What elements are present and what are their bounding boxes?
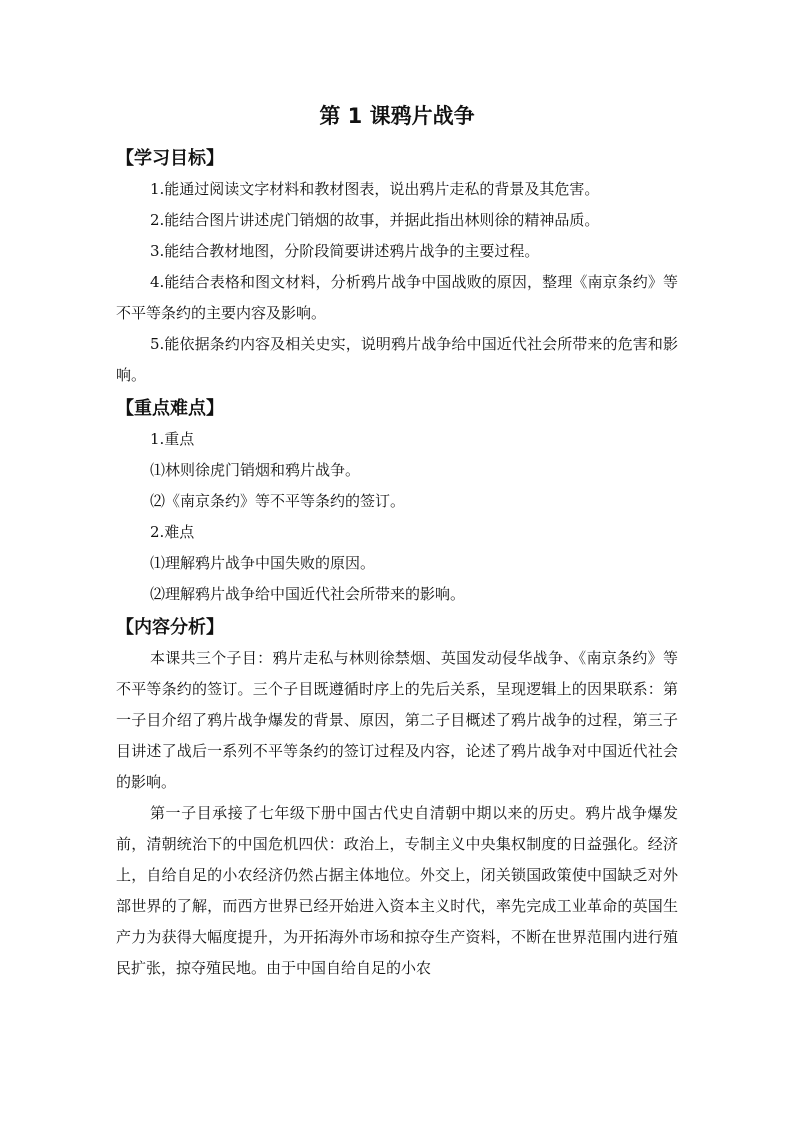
analysis-paragraph: 第一子目承接了七年级下册中国古代史自清朝中期以来的历史。鸦片战争爆发前，清朝统治下的中国危机四伏：政治上，专制主义中央集权制度的日益强化。经济上，自给自足的小农经济仍然占据主体地位。外交上，闭关锁国政策使中国缺乏对外部世界的了解，而西方世界已经开始进入资本主义时代，率先完成工业革命的英国生产力为获得大幅度提升，为开拓海外市场和掠夺生产资料，不断在世界范围内进行殖民扩张，掠夺殖民地。由于中国自给自足的小农 xyxy=(116,804,678,977)
page-title: 第 1 课鸦片战争 xyxy=(319,104,475,128)
objective-1: 1.能通过阅读文字材料和教材图表，说出鸦片走私的背景及其危害。 xyxy=(150,180,600,198)
section-content-analysis xyxy=(116,612,678,984)
objective-3: 3.能结合教材地图，分阶段简要讲述鸦片战争的主要过程。 xyxy=(150,242,540,260)
key-point-item: 1.重点 xyxy=(150,430,195,448)
key-point-item: ⑴林则徐虎门销烟和鸦片战争。 xyxy=(150,461,361,479)
key-point-item: ⑵理解鸦片战争给中国近代社会所带来的影响。 xyxy=(150,585,466,603)
analysis-paragraph: 本课共三个子目：鸦片走私与林则徐禁烟、英国发动侵华战争、《南京条约》等不平等条约的签订。三个子目既遵循时序上的先后关系，呈现逻辑上的因果联系：第一子目介绍了鸦片战争爆发的背景、原因，第二子目概述了鸦片战争的过程，第三子目讲述了战后一系列不平等条约的签订过程及内容，论述了鸦片战争对中国近代社会的影响。 xyxy=(116,649,678,791)
objective-4: 4.能结合表格和图文材料，分析鸦片战争中国战败的原因，整理《南京条约》等不平等条约的主要内容及影响。 xyxy=(116,273,678,322)
objective-2: 2.能结合图片讲述虎门销烟的故事，并据此指出林则徐的精神品质。 xyxy=(150,211,600,229)
section-heading: 【内容分析】 xyxy=(116,617,224,638)
key-point-item: 2.难点 xyxy=(150,523,195,541)
section-heading: 【重点难点】 xyxy=(116,398,224,419)
key-point-item: ⑵《南京条约》等不平等条约的签订。 xyxy=(150,492,406,510)
section-learning-objectives xyxy=(116,143,678,391)
section-heading: 【学习目标】 xyxy=(116,148,224,169)
section-key-points xyxy=(116,393,678,610)
document-body xyxy=(116,143,678,984)
key-point-item: ⑴理解鸦片战争中国失败的原因。 xyxy=(150,554,376,572)
objective-5: 5.能依据条约内容及相关史实，说明鸦片战争给中国近代社会所带来的危害和影响。 xyxy=(116,335,678,384)
